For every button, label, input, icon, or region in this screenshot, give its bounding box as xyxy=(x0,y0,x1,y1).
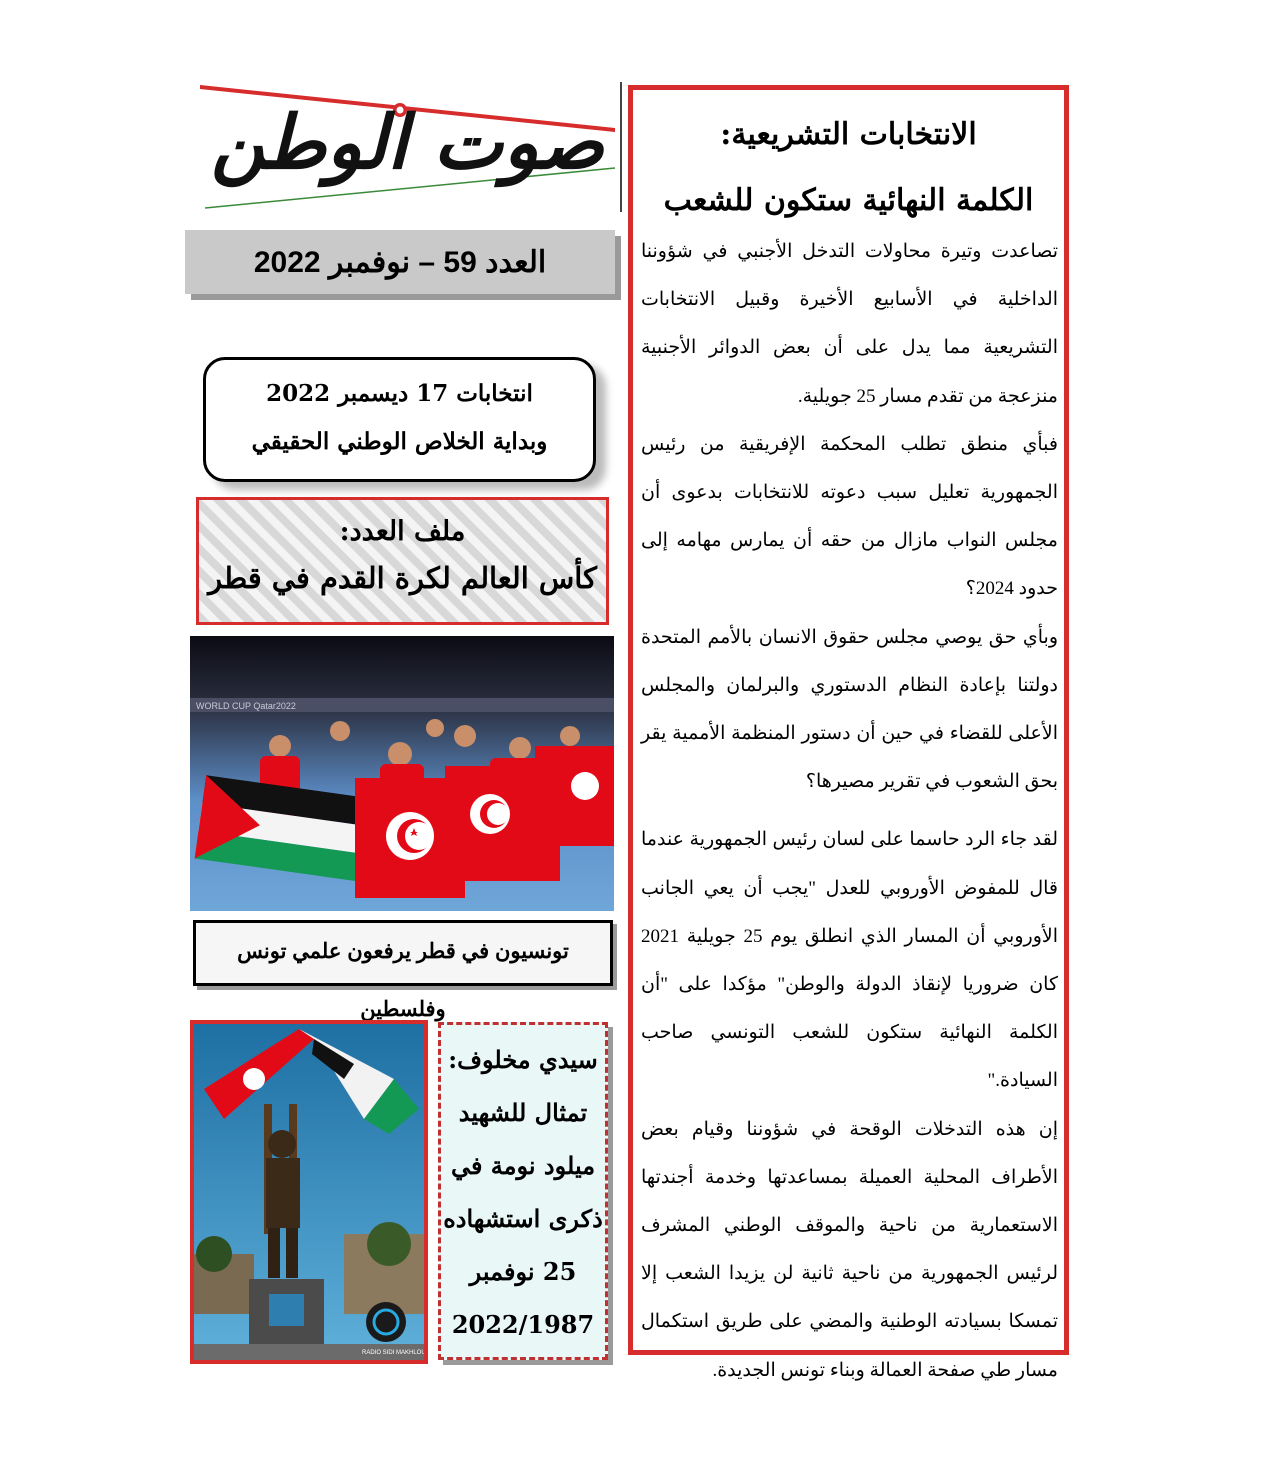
sidi-line-3: ميلود نومة في xyxy=(450,1151,596,1180)
article-paragraph: وبأي حق يوصي مجلس حقوق الانسان بالأمم المتحدة دولتنا بإعادة النظام الدستوري والبرلمان والمجلس الأعلى للقضاء في حين أن دستور المنظمة الأممية يقر بحق الشعوب في تقرير مصيرها؟ xyxy=(641,626,1058,793)
issue-file-box xyxy=(196,497,609,625)
article-title xyxy=(633,102,1064,234)
issue-file-title: ملف العدد: xyxy=(339,516,466,547)
radio-logo-icon xyxy=(366,1302,406,1342)
newspaper-logo: صوت الوطن xyxy=(210,100,605,186)
elections-box xyxy=(203,357,596,482)
sidi-makhlouf-box xyxy=(438,1022,608,1360)
issue-file-subtitle: كأس العالم لكرة القدم في قطر xyxy=(208,561,597,595)
radio-watermark: RADIO SIDI MAKHLOUF xyxy=(362,1350,424,1356)
elections-line-2: وبداية الخلاص الوطني الحقيقي xyxy=(251,428,548,455)
article-paragraph: لقد جاء الرد حاسما على لسان رئيس الجمهورية عندما قال للمفوض الأوروبي للعدل "يجب أن يعي الجانب الأوروبي أن المسار الذي انطلق يوم 25 جويلية 2021 كان ضروريا لإنقاذ الدولة والوطن" مؤكدا على "أن الكلمة النهائية ستكون للشعب التونسي صاحب السيادة." xyxy=(641,829,1058,1092)
masthead xyxy=(195,80,620,215)
sidi-line-5: 25 نوفمبر xyxy=(469,1257,577,1286)
martyr-statue-photo xyxy=(190,1020,428,1364)
sidi-line-2: تمثال للشهيد xyxy=(458,1098,588,1127)
article-paragraph: إن هذه التدخلات الوقحة في شؤوننا وقيام بعض الأطراف المحلية العميلة بمساعدتها وخدمة أجندتها الاستعمارية من ناحية والموقف الوطني المشرف لرئيس الجمهورية من ناحية ثانية لن يزيدا الشعب إلا تمسكا بسيادته الوطنية والمضي على طريق استكمال مسار طي صفحة العمالة وبناء تونس الجديدة. xyxy=(641,1118,1058,1381)
article-title-line-2: الكلمة النهائية ستكون للشعب xyxy=(663,183,1034,218)
article-paragraph: تصاعدت وتيرة محاولات التدخل الأجنبي في شؤوننا الداخلية في الأسابيع الأخيرة وقبيل الانتخابات التشريعية مما يدل على أن بعض الدوائر الأجنبية منزعجة من تقدم مسار 25 جويلية. xyxy=(641,241,1058,407)
photo-caption: تونسيون في قطر يرفعون علمي تونس وفلسطين xyxy=(193,920,613,986)
article-paragraph: فبأي منطق تطلب المحكمة الإفريقية من رئيس الجمهورية تعليل سبب دعوته للانتخابات بدعوى أن مجلس النواب مازال من حقه أن يمارس مهامه إلى حدود 2024؟ xyxy=(641,433,1058,600)
column-divider xyxy=(620,82,622,212)
sidi-line-4: ذكرى استشهاده xyxy=(443,1204,603,1233)
sidi-line-1: سيدي مخلوف: xyxy=(448,1045,598,1074)
world-cup-fans-photo xyxy=(190,636,614,911)
sidi-line-6: 2022/1987 xyxy=(451,1310,595,1339)
tunisia-flag xyxy=(535,746,614,846)
article-body xyxy=(641,228,1058,1395)
elections-line-1: انتخابات 17 ديسمبر 2022 xyxy=(266,380,533,407)
world-cup-banner: WORLD CUP Qatar2022 xyxy=(196,701,296,711)
issue-number: العدد 59 – نوفمبر 2022 xyxy=(185,230,615,294)
main-article xyxy=(628,85,1069,1381)
article-title-line-1: الانتخابات التشريعية: xyxy=(720,117,977,152)
